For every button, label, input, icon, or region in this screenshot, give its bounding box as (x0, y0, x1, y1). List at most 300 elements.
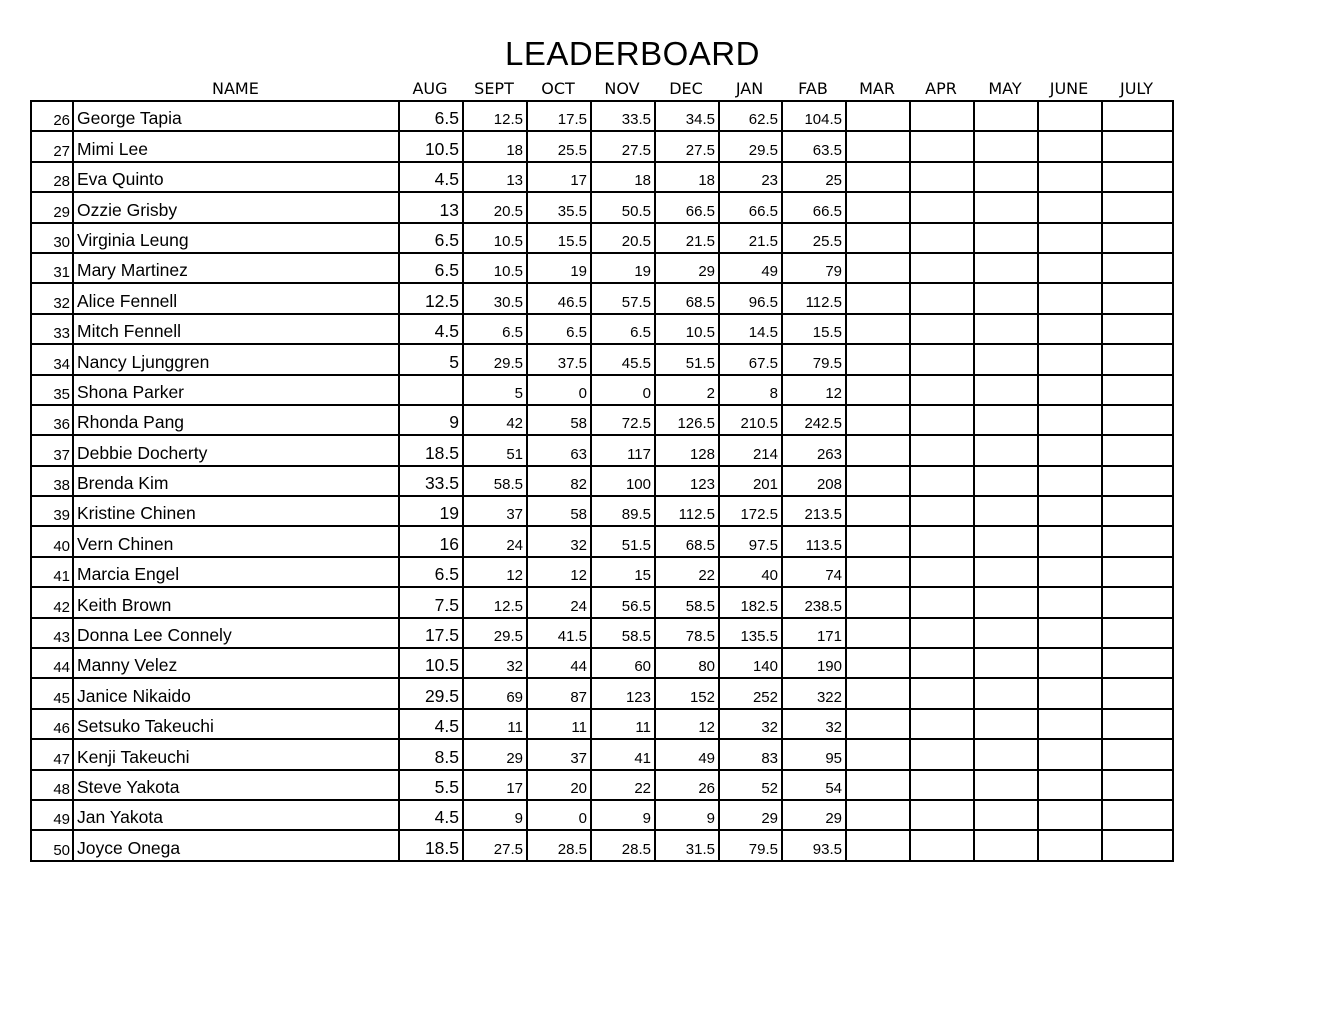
score-cell-nov: 9 (591, 800, 655, 830)
table-row (31, 557, 1173, 587)
score-cell-sept: 6.5 (463, 314, 527, 344)
table-row (31, 526, 1173, 556)
score-cell-nov: 58.5 (591, 618, 655, 648)
score-cell-dec: 2 (655, 375, 719, 405)
score-cell-june (1038, 587, 1102, 617)
score-cell-aug: 7.5 (399, 587, 463, 617)
score-cell-mar (846, 131, 910, 161)
score-cell-fab: 208 (782, 466, 846, 496)
score-cell-jan: 52 (719, 770, 782, 800)
score-cell-dec: 18 (655, 162, 719, 192)
score-cell-sept: 42 (463, 405, 527, 435)
score-cell-mar (846, 496, 910, 526)
score-cell-apr (910, 587, 974, 617)
score-cell-june (1038, 709, 1102, 739)
score-cell-mar (846, 618, 910, 648)
score-cell-aug: 6.5 (399, 557, 463, 587)
table-row (31, 192, 1173, 222)
leaderboard-table (30, 100, 1174, 862)
player-name: Ozzie Grisby (73, 192, 399, 222)
score-cell-fab: 104.5 (782, 101, 846, 131)
table-row (31, 739, 1173, 769)
score-cell-dec: 126.5 (655, 405, 719, 435)
score-cell-july (1102, 557, 1173, 587)
score-cell-dec: 34.5 (655, 101, 719, 131)
score-cell-aug: 8.5 (399, 739, 463, 769)
score-cell-nov: 72.5 (591, 405, 655, 435)
rank-number: 49 (31, 800, 73, 830)
score-cell-mar (846, 223, 910, 253)
rank-number: 47 (31, 739, 73, 769)
score-cell-july (1102, 375, 1173, 405)
score-cell-mar (846, 253, 910, 283)
score-cell-jan: 201 (719, 466, 782, 496)
score-cell-may (974, 587, 1038, 617)
score-cell-mar (846, 192, 910, 222)
score-cell-nov: 60 (591, 648, 655, 678)
score-cell-oct: 37.5 (527, 344, 591, 374)
score-cell-july (1102, 739, 1173, 769)
score-cell-aug: 18.5 (399, 435, 463, 465)
score-cell-fab: 171 (782, 618, 846, 648)
score-cell-july (1102, 800, 1173, 830)
score-cell-june (1038, 466, 1102, 496)
score-cell-july (1102, 678, 1173, 708)
score-cell-apr (910, 466, 974, 496)
score-cell-jan: 21.5 (719, 223, 782, 253)
player-name: Shona Parker (73, 375, 399, 405)
score-cell-aug: 18.5 (399, 830, 463, 860)
score-cell-jan: 67.5 (719, 344, 782, 374)
score-cell-nov: 50.5 (591, 192, 655, 222)
player-name: Kenji Takeuchi (73, 739, 399, 769)
score-cell-dec: 66.5 (655, 192, 719, 222)
score-cell-sept: 29.5 (463, 344, 527, 374)
score-cell-apr (910, 223, 974, 253)
rank-number: 48 (31, 770, 73, 800)
score-cell-dec: 21.5 (655, 223, 719, 253)
page-title: LEADERBOARD (505, 35, 760, 72)
score-cell-may (974, 192, 1038, 222)
score-cell-july (1102, 405, 1173, 435)
column-header-mar: MAR (859, 79, 895, 98)
score-cell-apr (910, 709, 974, 739)
score-cell-fab: 15.5 (782, 314, 846, 344)
score-cell-oct: 37 (527, 739, 591, 769)
player-name: Jan Yakota (73, 800, 399, 830)
table-row (31, 800, 1173, 830)
score-cell-aug: 6.5 (399, 223, 463, 253)
score-cell-apr (910, 162, 974, 192)
score-cell-june (1038, 344, 1102, 374)
score-cell-fab: 54 (782, 770, 846, 800)
score-cell-july (1102, 101, 1173, 131)
score-cell-jan: 32 (719, 709, 782, 739)
score-cell-jan: 8 (719, 375, 782, 405)
rank-number: 29 (31, 192, 73, 222)
score-cell-oct: 15.5 (527, 223, 591, 253)
score-cell-aug: 6.5 (399, 101, 463, 131)
score-cell-june (1038, 192, 1102, 222)
score-cell-nov: 117 (591, 435, 655, 465)
column-header-nov: NOV (604, 79, 640, 98)
score-cell-fab: 242.5 (782, 405, 846, 435)
table-row (31, 678, 1173, 708)
score-cell-aug: 10.5 (399, 131, 463, 161)
score-cell-july (1102, 223, 1173, 253)
score-cell-fab: 79 (782, 253, 846, 283)
score-cell-july (1102, 131, 1173, 161)
score-cell-nov: 51.5 (591, 526, 655, 556)
score-cell-apr (910, 192, 974, 222)
score-cell-fab: 322 (782, 678, 846, 708)
score-cell-oct: 44 (527, 648, 591, 678)
score-cell-fab: 25 (782, 162, 846, 192)
score-cell-july (1102, 314, 1173, 344)
score-cell-oct: 24 (527, 587, 591, 617)
score-cell-jan: 135.5 (719, 618, 782, 648)
rank-number: 37 (31, 435, 73, 465)
score-cell-sept: 69 (463, 678, 527, 708)
rank-number: 35 (31, 375, 73, 405)
table-row (31, 344, 1173, 374)
column-header-fab: FAB (798, 79, 828, 98)
score-cell-sept: 30.5 (463, 283, 527, 313)
score-cell-dec: 80 (655, 648, 719, 678)
score-cell-july (1102, 283, 1173, 313)
score-cell-mar (846, 709, 910, 739)
score-cell-fab: 29 (782, 800, 846, 830)
score-cell-may (974, 770, 1038, 800)
score-cell-dec: 29 (655, 253, 719, 283)
score-cell-june (1038, 435, 1102, 465)
score-cell-jan: 210.5 (719, 405, 782, 435)
score-cell-july (1102, 344, 1173, 374)
score-cell-sept: 29.5 (463, 618, 527, 648)
score-cell-oct: 17.5 (527, 101, 591, 131)
score-cell-may (974, 283, 1038, 313)
score-cell-jan: 14.5 (719, 314, 782, 344)
rank-number: 32 (31, 283, 73, 313)
score-cell-apr (910, 131, 974, 161)
rank-number: 27 (31, 131, 73, 161)
score-cell-mar (846, 800, 910, 830)
score-cell-aug: 4.5 (399, 800, 463, 830)
score-cell-jan: 140 (719, 648, 782, 678)
score-cell-aug: 33.5 (399, 466, 463, 496)
score-cell-june (1038, 678, 1102, 708)
score-cell-fab: 12 (782, 375, 846, 405)
score-cell-jan: 49 (719, 253, 782, 283)
score-cell-may (974, 314, 1038, 344)
score-cell-june (1038, 800, 1102, 830)
score-cell-july (1102, 435, 1173, 465)
score-cell-june (1038, 557, 1102, 587)
score-cell-nov: 57.5 (591, 283, 655, 313)
score-cell-oct: 82 (527, 466, 591, 496)
score-cell-nov: 19 (591, 253, 655, 283)
table-row (31, 648, 1173, 678)
score-cell-dec: 128 (655, 435, 719, 465)
score-cell-july (1102, 648, 1173, 678)
table-row (31, 314, 1173, 344)
score-cell-nov: 20.5 (591, 223, 655, 253)
score-cell-may (974, 101, 1038, 131)
column-header-apr: APR (925, 79, 957, 98)
score-cell-aug: 4.5 (399, 314, 463, 344)
score-cell-may (974, 526, 1038, 556)
score-cell-sept: 12.5 (463, 101, 527, 131)
score-cell-dec: 58.5 (655, 587, 719, 617)
player-name: Vern Chinen (73, 526, 399, 556)
score-cell-fab: 74 (782, 557, 846, 587)
score-cell-aug: 9 (399, 405, 463, 435)
score-cell-apr (910, 526, 974, 556)
score-cell-fab: 25.5 (782, 223, 846, 253)
score-cell-oct: 12 (527, 557, 591, 587)
score-cell-dec: 78.5 (655, 618, 719, 648)
score-cell-dec: 123 (655, 466, 719, 496)
table-row (31, 405, 1173, 435)
rank-number: 41 (31, 557, 73, 587)
score-cell-mar (846, 375, 910, 405)
score-cell-may (974, 253, 1038, 283)
score-cell-mar (846, 526, 910, 556)
column-header-june: JUNE (1049, 79, 1089, 98)
score-cell-jan: 97.5 (719, 526, 782, 556)
score-cell-may (974, 162, 1038, 192)
rank-number: 26 (31, 101, 73, 131)
score-cell-june (1038, 162, 1102, 192)
score-cell-mar (846, 283, 910, 313)
player-name: Nancy Ljunggren (73, 344, 399, 374)
player-name: Steve Yakota (73, 770, 399, 800)
score-cell-june (1038, 526, 1102, 556)
rank-number: 44 (31, 648, 73, 678)
column-header-aug: AUG (412, 79, 448, 98)
score-cell-july (1102, 830, 1173, 860)
score-cell-aug: 19 (399, 496, 463, 526)
score-cell-sept: 9 (463, 800, 527, 830)
table-row (31, 435, 1173, 465)
score-cell-sept: 37 (463, 496, 527, 526)
score-cell-oct: 0 (527, 800, 591, 830)
column-header-sept: SEPT (474, 79, 514, 98)
score-cell-may (974, 223, 1038, 253)
rank-number: 31 (31, 253, 73, 283)
score-cell-nov: 33.5 (591, 101, 655, 131)
score-cell-oct: 25.5 (527, 131, 591, 161)
score-cell-june (1038, 314, 1102, 344)
score-cell-june (1038, 375, 1102, 405)
score-cell-july (1102, 162, 1173, 192)
score-cell-apr (910, 496, 974, 526)
score-cell-sept: 18 (463, 131, 527, 161)
score-cell-nov: 89.5 (591, 496, 655, 526)
player-name: Eva Quinto (73, 162, 399, 192)
score-cell-aug (399, 375, 463, 405)
column-header-dec: DEC (669, 79, 703, 98)
player-name: Marcia Engel (73, 557, 399, 587)
table-row (31, 466, 1173, 496)
score-cell-aug: 12.5 (399, 283, 463, 313)
score-cell-oct: 11 (527, 709, 591, 739)
player-name: Janice Nikaido (73, 678, 399, 708)
score-cell-jan: 83 (719, 739, 782, 769)
score-cell-apr (910, 253, 974, 283)
column-header-jan: JAN (735, 79, 764, 98)
score-cell-aug: 5 (399, 344, 463, 374)
score-cell-oct: 6.5 (527, 314, 591, 344)
score-cell-may (974, 405, 1038, 435)
score-cell-aug: 13 (399, 192, 463, 222)
column-header-july: JULY (1120, 79, 1153, 98)
score-cell-apr (910, 557, 974, 587)
score-cell-june (1038, 283, 1102, 313)
score-cell-june (1038, 739, 1102, 769)
column-header-oct: OCT (541, 79, 575, 98)
score-cell-june (1038, 770, 1102, 800)
table-row (31, 618, 1173, 648)
score-cell-nov: 11 (591, 709, 655, 739)
score-cell-july (1102, 587, 1173, 617)
rank-number: 36 (31, 405, 73, 435)
score-cell-jan: 29 (719, 800, 782, 830)
score-cell-dec: 49 (655, 739, 719, 769)
score-cell-mar (846, 648, 910, 678)
score-cell-apr (910, 344, 974, 374)
score-cell-oct: 19 (527, 253, 591, 283)
score-cell-mar (846, 162, 910, 192)
score-cell-mar (846, 739, 910, 769)
score-cell-july (1102, 770, 1173, 800)
score-cell-sept: 20.5 (463, 192, 527, 222)
score-cell-jan: 252 (719, 678, 782, 708)
score-cell-june (1038, 253, 1102, 283)
score-cell-fab: 66.5 (782, 192, 846, 222)
score-cell-sept: 12 (463, 557, 527, 587)
score-cell-jan: 96.5 (719, 283, 782, 313)
score-cell-nov: 123 (591, 678, 655, 708)
score-cell-dec: 68.5 (655, 526, 719, 556)
score-cell-mar (846, 101, 910, 131)
score-cell-fab: 93.5 (782, 830, 846, 860)
score-cell-june (1038, 131, 1102, 161)
score-cell-dec: 112.5 (655, 496, 719, 526)
player-name: Kristine Chinen (73, 496, 399, 526)
score-cell-nov: 27.5 (591, 131, 655, 161)
score-cell-dec: 22 (655, 557, 719, 587)
score-cell-jan: 23 (719, 162, 782, 192)
score-cell-mar (846, 770, 910, 800)
table-row (31, 131, 1173, 161)
score-cell-aug: 10.5 (399, 648, 463, 678)
score-cell-apr (910, 648, 974, 678)
score-cell-sept: 12.5 (463, 587, 527, 617)
table-row (31, 101, 1173, 131)
score-cell-oct: 63 (527, 435, 591, 465)
score-cell-mar (846, 344, 910, 374)
table-row (31, 770, 1173, 800)
score-cell-jan: 40 (719, 557, 782, 587)
score-cell-apr (910, 314, 974, 344)
score-cell-may (974, 709, 1038, 739)
score-cell-apr (910, 375, 974, 405)
score-cell-july (1102, 253, 1173, 283)
score-cell-sept: 17 (463, 770, 527, 800)
score-cell-aug: 6.5 (399, 253, 463, 283)
table-row (31, 830, 1173, 860)
score-cell-mar (846, 587, 910, 617)
rank-number: 34 (31, 344, 73, 374)
score-cell-mar (846, 830, 910, 860)
column-header-may: MAY (988, 79, 1022, 98)
player-name: Manny Velez (73, 648, 399, 678)
score-cell-nov: 56.5 (591, 587, 655, 617)
score-cell-apr (910, 618, 974, 648)
score-cell-nov: 41 (591, 739, 655, 769)
player-name: Virginia Leung (73, 223, 399, 253)
score-cell-nov: 28.5 (591, 830, 655, 860)
score-cell-dec: 9 (655, 800, 719, 830)
player-name: Mimi Lee (73, 131, 399, 161)
score-cell-may (974, 375, 1038, 405)
rank-number: 38 (31, 466, 73, 496)
rank-number: 39 (31, 496, 73, 526)
score-cell-may (974, 678, 1038, 708)
score-cell-aug: 16 (399, 526, 463, 556)
score-cell-dec: 51.5 (655, 344, 719, 374)
score-cell-july (1102, 496, 1173, 526)
score-cell-apr (910, 739, 974, 769)
score-cell-sept: 5 (463, 375, 527, 405)
score-cell-apr (910, 830, 974, 860)
score-cell-may (974, 344, 1038, 374)
score-cell-july (1102, 192, 1173, 222)
rank-number: 42 (31, 587, 73, 617)
rank-number: 46 (31, 709, 73, 739)
score-cell-nov: 18 (591, 162, 655, 192)
score-cell-oct: 17 (527, 162, 591, 192)
player-name: Mitch Fennell (73, 314, 399, 344)
score-cell-aug: 5.5 (399, 770, 463, 800)
player-name: Donna Lee Connely (73, 618, 399, 648)
score-cell-apr (910, 678, 974, 708)
score-cell-dec: 27.5 (655, 131, 719, 161)
score-cell-may (974, 466, 1038, 496)
score-cell-may (974, 131, 1038, 161)
score-cell-sept: 11 (463, 709, 527, 739)
score-cell-apr (910, 405, 974, 435)
table-row (31, 375, 1173, 405)
score-cell-sept: 51 (463, 435, 527, 465)
score-cell-july (1102, 466, 1173, 496)
table-row (31, 162, 1173, 192)
score-cell-nov: 0 (591, 375, 655, 405)
score-cell-july (1102, 709, 1173, 739)
rank-number: 45 (31, 678, 73, 708)
score-cell-jan: 62.5 (719, 101, 782, 131)
column-header-row (30, 78, 1172, 100)
score-cell-oct: 46.5 (527, 283, 591, 313)
score-cell-mar (846, 557, 910, 587)
score-cell-fab: 63.5 (782, 131, 846, 161)
score-cell-aug: 4.5 (399, 162, 463, 192)
score-cell-nov: 15 (591, 557, 655, 587)
score-cell-mar (846, 466, 910, 496)
score-cell-jan: 182.5 (719, 587, 782, 617)
score-cell-may (974, 496, 1038, 526)
